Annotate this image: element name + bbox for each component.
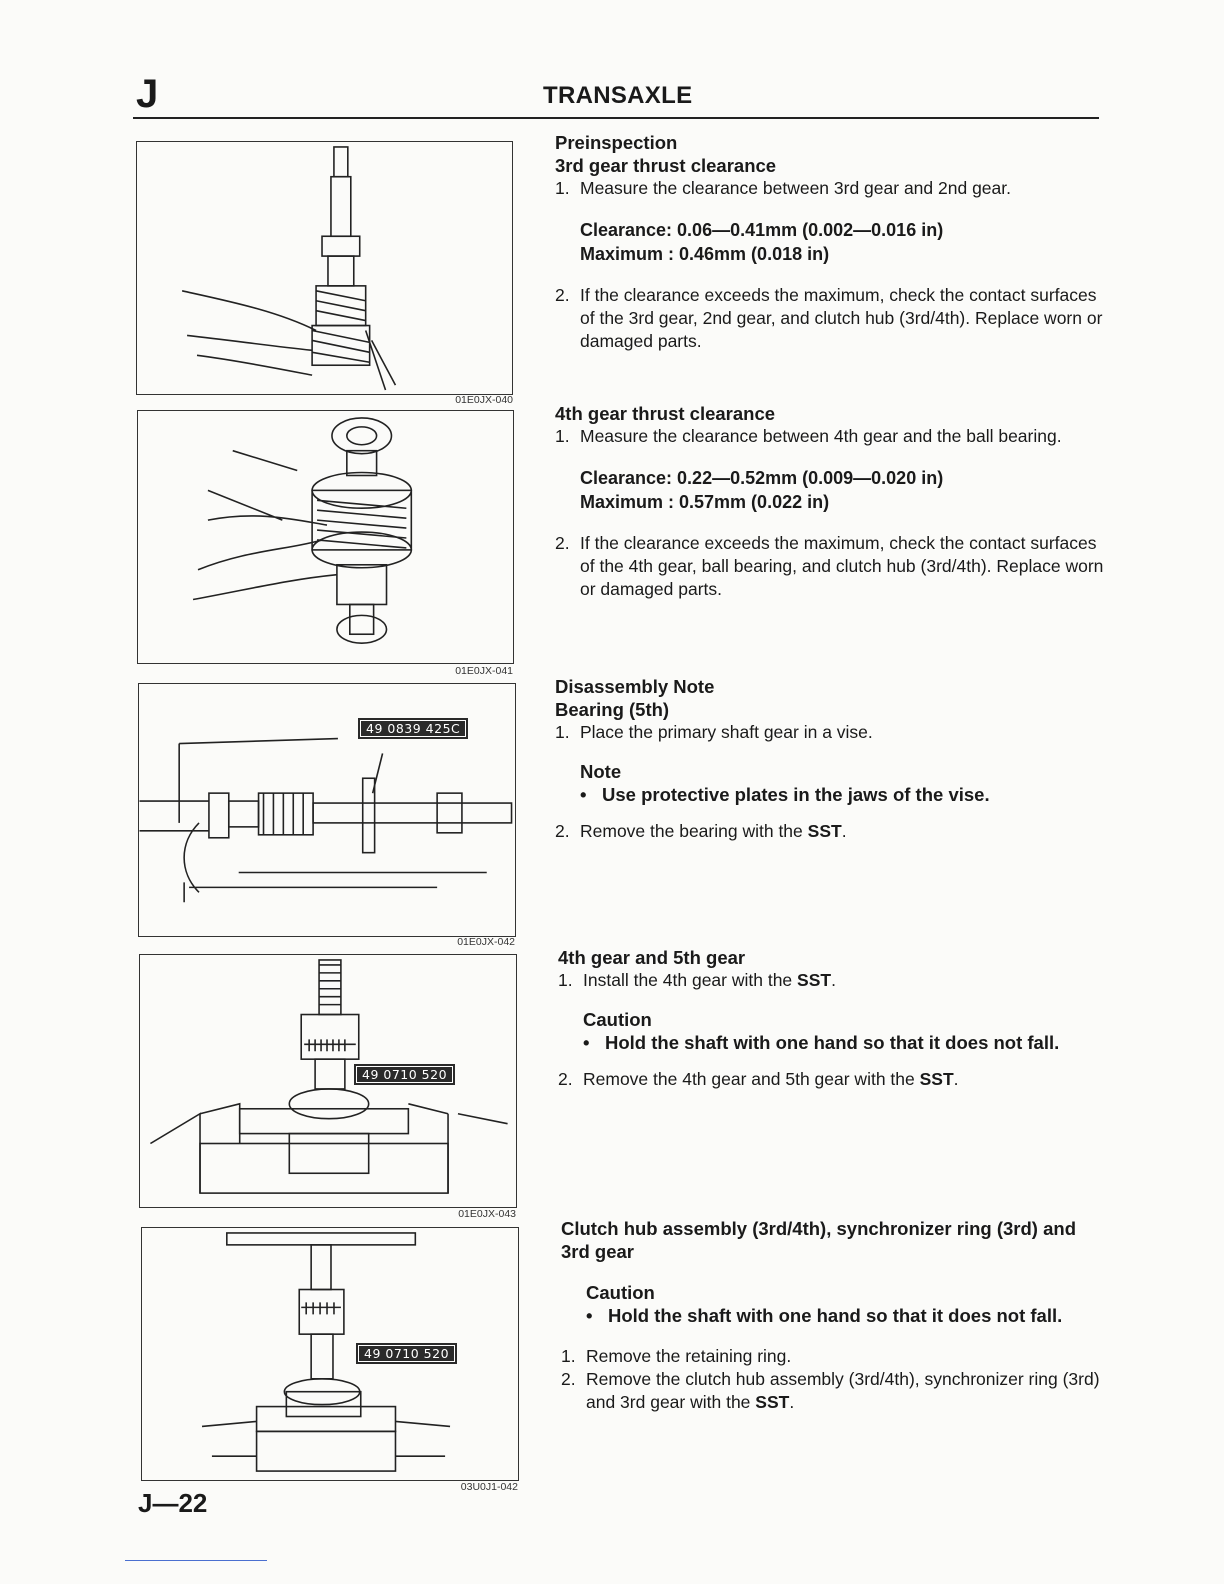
maximum-spec: Maximum : 0.57mm (0.022 in) bbox=[580, 492, 830, 512]
section-4th-gear-thrust bbox=[555, 402, 1105, 601]
step-number: 2. bbox=[561, 1369, 576, 1389]
step bbox=[561, 1345, 1106, 1368]
step-number: 1. bbox=[561, 1346, 576, 1366]
step-number: 2. bbox=[555, 285, 570, 305]
step-text-post: . bbox=[841, 821, 847, 841]
step-text: Measure the clearance between 4th gear and the ball bearing. bbox=[580, 426, 1062, 446]
step-text: If the clearance exceeds the maximum, check the contact surfaces of the 3rd gear, 2nd gear, and clutch hub (3rd/4th). Replace worn or damaged parts. bbox=[580, 285, 1103, 351]
figure-4th-5th-gear bbox=[139, 954, 517, 1208]
bullet-dot: • bbox=[580, 784, 587, 805]
caution-item bbox=[586, 1304, 1106, 1327]
sst-ref: SST bbox=[797, 970, 832, 990]
section-disassembly-note bbox=[555, 675, 1105, 843]
bullet-dot: • bbox=[583, 1032, 590, 1053]
step-text bbox=[580, 820, 1105, 843]
step-number: 1. bbox=[558, 970, 573, 990]
caution-label: Caution bbox=[586, 1282, 655, 1303]
sst-tool-number: 49 0710 520 bbox=[354, 1064, 455, 1085]
step-text-pre: Remove the 4th gear and 5th gear with the bbox=[583, 1069, 920, 1089]
page-title: TRANSAXLE bbox=[543, 82, 693, 109]
figure-code: 03U0J1-042 bbox=[460, 1481, 518, 1493]
step bbox=[555, 284, 1105, 353]
section-4th-5th-gear bbox=[558, 946, 1108, 1091]
figure-code: 01E0JX-043 bbox=[458, 1208, 516, 1220]
maximum-spec: Maximum : 0.46mm (0.018 in) bbox=[580, 244, 830, 264]
step-text bbox=[583, 1068, 1108, 1091]
shaft-illustration bbox=[137, 142, 512, 394]
step bbox=[561, 1368, 1106, 1414]
step bbox=[555, 532, 1105, 601]
subsection-heading: Bearing (5th) bbox=[555, 699, 670, 720]
gear-illustration bbox=[138, 411, 513, 663]
subsection-heading: 4th gear and 5th gear bbox=[558, 947, 746, 968]
step bbox=[555, 820, 1105, 843]
step-text-post: . bbox=[831, 970, 836, 990]
step-number: 2. bbox=[558, 1069, 573, 1089]
bottom-underline bbox=[125, 1560, 267, 1561]
clearance-spec: Clearance: 0.22—0.52mm (0.009—0.020 in) bbox=[580, 468, 944, 488]
press-illustration bbox=[140, 955, 516, 1207]
step bbox=[555, 425, 1105, 448]
section-letter: J bbox=[136, 72, 159, 116]
header-rule bbox=[133, 117, 1099, 119]
note-text: Use protective plates in the jaws of the vise. bbox=[602, 784, 990, 805]
figure-code: 01E0JX-042 bbox=[457, 936, 515, 948]
caution-text: Hold the shaft with one hand so that it does not fall. bbox=[608, 1305, 1063, 1326]
sst-ref: SST bbox=[807, 821, 842, 841]
caution-label: Caution bbox=[583, 1009, 652, 1030]
step-number: 1. bbox=[555, 722, 570, 742]
subsection-heading: 3rd gear thrust clearance bbox=[555, 155, 777, 176]
step-text: Remove the retaining ring. bbox=[586, 1346, 792, 1366]
step bbox=[558, 1068, 1108, 1091]
page-number: J—22 bbox=[138, 1488, 208, 1518]
sst-tool-number: 49 0710 520 bbox=[356, 1343, 457, 1364]
step-text: Place the primary shaft gear in a vise. bbox=[580, 722, 873, 742]
section-preinspection bbox=[555, 131, 1105, 353]
sst-tool-number: 49 0839 425C bbox=[358, 718, 468, 739]
puller-illustration bbox=[142, 1228, 518, 1480]
step-text bbox=[586, 1368, 1106, 1414]
step bbox=[555, 177, 1105, 200]
subsection-heading: 4th gear thrust clearance bbox=[555, 403, 776, 424]
note-item bbox=[580, 783, 1105, 806]
figure-3rd-gear-clearance bbox=[136, 141, 513, 395]
step bbox=[555, 721, 1105, 744]
section-heading: Disassembly Note bbox=[555, 676, 715, 697]
step-number: 2. bbox=[555, 821, 570, 841]
sst-ref: SST bbox=[755, 1392, 790, 1412]
note-label: Note bbox=[580, 761, 622, 782]
figure-code: 01E0JX-041 bbox=[455, 665, 513, 677]
step-text-post: . bbox=[789, 1392, 795, 1412]
bullet-dot: • bbox=[586, 1305, 593, 1326]
step-text: Measure the clearance between 3rd gear and 2nd gear. bbox=[580, 178, 1011, 198]
step-text-pre: Remove the clutch hub assembly (3rd/4th), synchronizer ring (3rd) and 3rd gear with the bbox=[586, 1369, 1100, 1412]
step-text-pre: Remove the bearing with the bbox=[580, 821, 808, 841]
caution-item bbox=[583, 1031, 1108, 1054]
step-text bbox=[583, 969, 1108, 992]
step-number: 2. bbox=[555, 533, 570, 553]
step-number: 1. bbox=[555, 426, 570, 446]
step-text-post: . bbox=[953, 1069, 959, 1089]
sst-ref: SST bbox=[919, 1069, 954, 1089]
figure-4th-gear-clearance bbox=[137, 410, 514, 664]
figure-code: 01E0JX-040 bbox=[455, 394, 513, 406]
clearance-spec: Clearance: 0.06—0.41mm (0.002—0.016 in) bbox=[580, 220, 944, 240]
caution-text: Hold the shaft with one hand so that it does not fall. bbox=[605, 1032, 1060, 1053]
figure-clutch-hub bbox=[141, 1227, 519, 1481]
step-text: If the clearance exceeds the maximum, check the contact surfaces of the 4th gear, ball bearing, and clutch hub (3rd/4th). Replace worn or damaged parts. bbox=[580, 533, 1104, 599]
step-number: 1. bbox=[555, 178, 570, 198]
section-heading: Preinspection bbox=[555, 132, 678, 153]
subsection-heading: Clutch hub assembly (3rd/4th), synchronizer ring (3rd) and 3rd gear bbox=[561, 1218, 1076, 1262]
step bbox=[558, 969, 1108, 992]
section-clutch-hub bbox=[561, 1217, 1106, 1414]
step-text-pre: Install the 4th gear with the bbox=[583, 970, 798, 990]
